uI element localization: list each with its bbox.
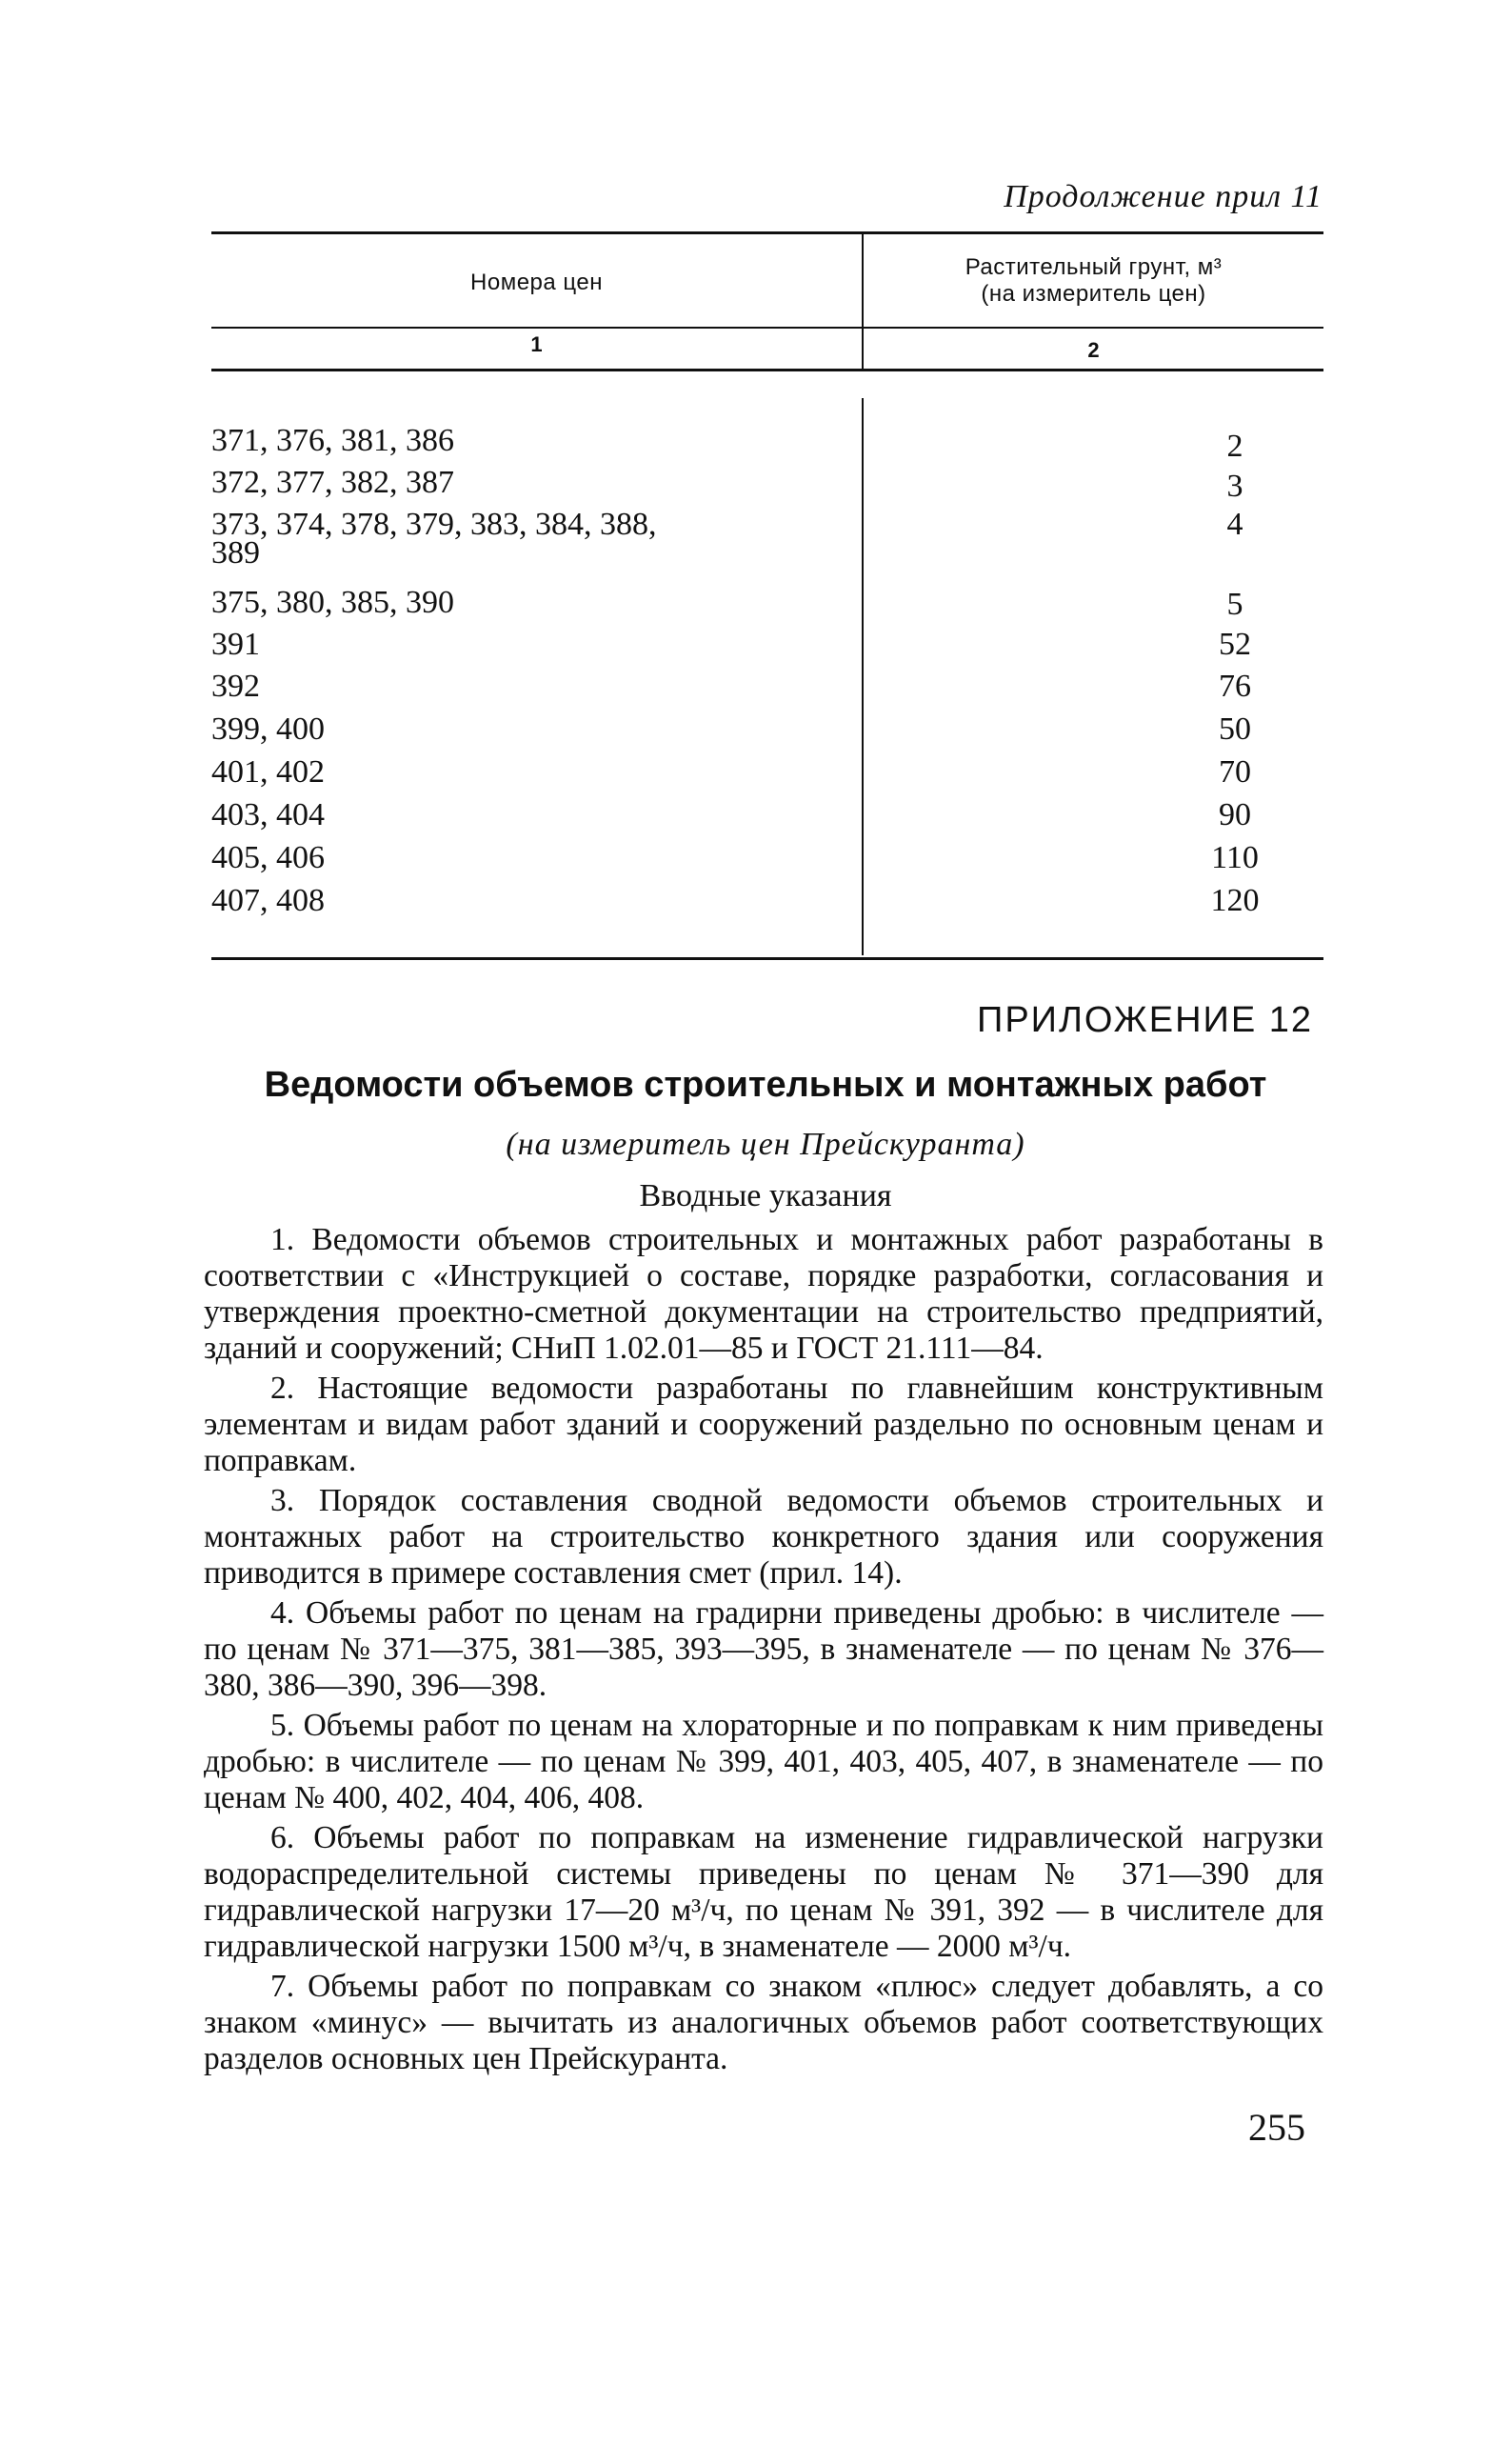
column-number-2: 2 <box>1087 338 1100 362</box>
header-price-numbers: Номера цен <box>470 270 603 295</box>
price-numbers-cell: 401, 402 <box>211 754 325 790</box>
table-row <box>211 882 1323 925</box>
value-cell: 76 <box>1219 669 1251 704</box>
paragraph-5: 5. Объемы работ по ценам на хлораторные и по поправкам к ним приведены дробью: в числителе — по ценам № 399, 401, 403, 405, 407, в знаменателе — по ценам № 400, 402, 404, 406, 408. <box>204 1708 1323 1815</box>
value-cell: 90 <box>1219 797 1251 832</box>
price-numbers-line2: 389 <box>211 535 260 571</box>
table-row <box>211 584 1323 626</box>
running-head: Продолжение прил 11 <box>1004 179 1323 214</box>
header-topsoil-line1: Растительный грунт, м³ <box>965 254 1223 280</box>
table-top-rule <box>211 231 1323 234</box>
price-table <box>211 231 1323 965</box>
column-number-1: 1 <box>530 332 543 356</box>
price-numbers-cell: 407, 408 <box>211 883 325 918</box>
colnum-rule <box>211 369 1323 371</box>
value-cell: 120 <box>1210 883 1260 918</box>
table-body <box>211 422 1323 925</box>
appendix-number: ПРИЛОЖЕНИЕ 12 <box>977 1000 1313 1040</box>
value-cell: 70 <box>1219 754 1251 790</box>
value-cell: 5 <box>1226 587 1243 622</box>
paragraph-3: 3. Порядок составления сводной ведомости объемов строительных и монтажных работ на строительство конкретного здания или сооружения приводится в примере составления смет (прил. 14). <box>204 1483 1323 1591</box>
intro-heading: Вводные указания <box>639 1178 892 1213</box>
price-numbers-cell: 371, 376, 381, 386 <box>211 423 454 458</box>
price-numbers-cell: 391 <box>211 627 260 662</box>
paragraph-1: 1. Ведомости объемов строительных и монтажных работ разработаны в соответствии с «Инструкцией о составе, порядке разработки, согласования и утверждения проектно-сметной документации на строительство предприятий, зданий и сооружений; СНиП 1.02.01—85 и ГОСТ 21.111—84. <box>204 1222 1323 1366</box>
header-topsoil-line2: (на измеритель цен) <box>981 281 1206 307</box>
value-cell: 3 <box>1226 469 1243 504</box>
table-row <box>211 626 1323 668</box>
price-numbers-line1: 373, 374, 378, 379, 383, 384, 388, <box>211 507 657 542</box>
value-cell: 2 <box>1226 429 1243 464</box>
table-row <box>211 668 1323 711</box>
appendix-subtitle: (на измеритель цен Прейскуранта) <box>506 1127 1025 1162</box>
price-numbers-cell: 405, 406 <box>211 840 325 875</box>
header-rule <box>211 327 1323 329</box>
table-bottom-rule <box>211 957 1323 960</box>
table-row <box>211 753 1323 796</box>
value-cell: 4 <box>1226 507 1243 542</box>
table-row <box>211 506 1323 584</box>
header-topsoil <box>864 254 1323 308</box>
price-numbers-cell: 399, 400 <box>211 711 325 747</box>
intro-instructions <box>204 1222 1323 2081</box>
price-numbers-cell: 403, 404 <box>211 797 325 832</box>
paragraph-4: 4. Объемы работ по ценам на градирни приведены дробью: в числителе — по ценам № 371—375, 381—385, 393—395, в знаменателе — по ценам № 376—380, 386—390, 396—398. <box>204 1595 1323 1703</box>
table-row <box>211 796 1323 839</box>
price-numbers-cell <box>211 506 821 582</box>
table-row <box>211 422 1323 464</box>
paragraph-6: 6. Объемы работ по поправкам на изменение гидравлической нагрузки водораспределительной системы приведены по ценам № 371—390 для гидравлической нагрузки 17—20 м³/ч, по ценам № 391, 392 — в числителе для гидравлической нагрузки 1500 м³/ч, в знаменателе — 2000 м³/ч. <box>204 1820 1323 1964</box>
paragraph-7: 7. Объемы работ по поправкам со знаком «плюс» следует добавлять, а со знаком «минус» — вычитать из аналогичных объемов работ соответствующих разделов основных цен Прейскуранта. <box>204 1969 1323 2076</box>
price-numbers-cell: 392 <box>211 669 260 704</box>
table-row <box>211 711 1323 753</box>
value-cell: 52 <box>1219 627 1251 662</box>
price-numbers-cell: 375, 380, 385, 390 <box>211 585 454 620</box>
value-cell: 50 <box>1219 711 1251 747</box>
price-numbers-cell: 372, 377, 382, 387 <box>211 465 454 500</box>
table-row <box>211 464 1323 506</box>
value-cell: 110 <box>1211 840 1259 875</box>
table-row <box>211 839 1323 882</box>
page-number: 255 <box>1248 2106 1305 2149</box>
appendix-title: Ведомости объемов строительных и монтажных работ <box>264 1065 1267 1105</box>
paragraph-2: 2. Настоящие ведомости разработаны по главнейшим конструктивным элементам и видам работ зданий и сооружений раздельно по основным ценам и поправкам. <box>204 1371 1323 1478</box>
